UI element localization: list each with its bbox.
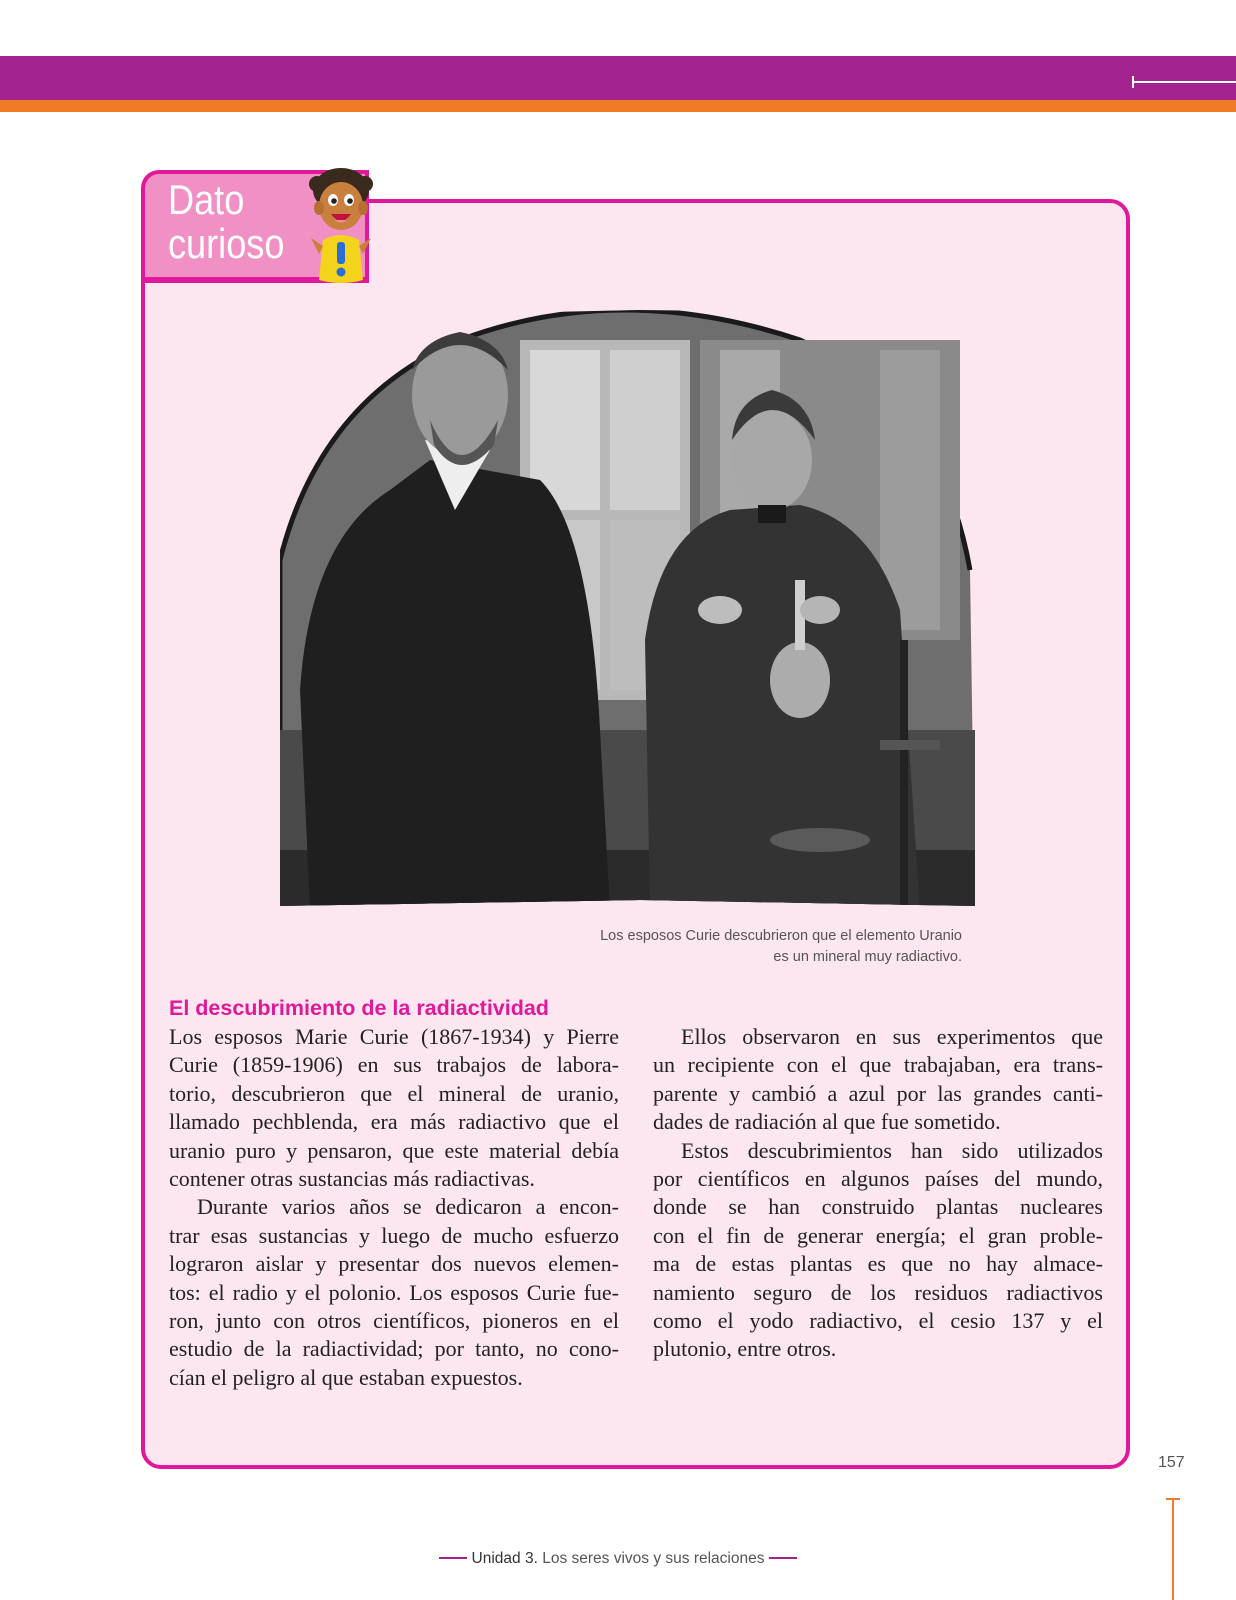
side-rule: [1172, 1498, 1174, 1600]
text-line: ron, junto con otros científicos, pioneros en el: [169, 1307, 619, 1333]
curie-couple-laboratory-photo: [280, 310, 1000, 910]
dato-curioso-title: [168, 178, 314, 266]
text-line: estudio de la radiactividad; por tanto, no cono-: [169, 1336, 619, 1362]
text-line: con el fin de generar energía; el gran proble-: [653, 1222, 1103, 1248]
text-line: uranio puro y pensaron, que este material debía: [169, 1137, 619, 1163]
text-line: dades de radiación al que fue sometido.: [653, 1109, 1001, 1135]
footer-unit: Unidad 3.: [471, 1550, 538, 1567]
article-column-left: [169, 1023, 619, 1392]
text-line: tos: el radio y el polonio. Los esposos Curie fue-: [169, 1279, 619, 1305]
tab-title-line2: curioso: [168, 220, 285, 267]
text-line: como el yodo radiactivo, el cesio 137 y el: [653, 1307, 1103, 1333]
header-band-orange: [0, 100, 1236, 112]
text-line: lograron aislar y presentar dos nuevos elemen-: [169, 1251, 619, 1277]
photo-caption: [480, 926, 962, 968]
caption-line1: Los esposos Curie descubrieron que el elemento Uranio: [600, 928, 962, 944]
text-line: donde se han construido plantas nucleares: [653, 1194, 1103, 1220]
text-line: plutonio, entre otros.: [653, 1336, 837, 1362]
tab-title-line1: Dato: [168, 176, 245, 223]
text-line: torio, descubrieron que el mineral de uranio,: [169, 1080, 619, 1106]
caption-line2: es un mineral muy radiactivo.: [773, 949, 962, 965]
text-line: Estos descubrimientos han sido utilizados: [681, 1137, 1103, 1163]
footer: [0, 1550, 1236, 1568]
text-line: Curie (1859-1906) en sus trabajos de labora-: [169, 1052, 619, 1078]
text-line: llamado pechblenda, era más radiactivo que el: [169, 1109, 619, 1135]
text-line: Los esposos Marie Curie (1867-1934) y Pierre: [169, 1024, 619, 1049]
text-line: Durante varios años se dedicaron a encon-: [197, 1194, 619, 1220]
text-line: por científicos en algunos países del mundo,: [653, 1165, 1103, 1191]
text-line: namiento seguro de los residuos radiactivos: [653, 1279, 1103, 1305]
footer-dash-right: [769, 1557, 797, 1559]
text-line: trar esas sustancias y luego de mucho esfuerzo: [169, 1222, 619, 1248]
article-heading: El descubrimiento de la radiactividad: [169, 996, 549, 1020]
footer-title: Los seres vivos y sus relaciones: [542, 1550, 765, 1567]
text-line: cían el peligro al que estaban expuestos.: [169, 1364, 523, 1390]
text-line: Ellos observaron en sus experimentos que: [681, 1024, 1103, 1049]
text-line: un recipiente con el que trabajaban, era trans-: [653, 1052, 1103, 1078]
header-band-purple: [0, 56, 1236, 100]
page-number: 157: [1158, 1454, 1185, 1471]
article-column-right: [653, 1023, 1103, 1364]
cartoon-kid-exclamation-icon: [305, 168, 385, 288]
text-line: parente y cambió a azul por las grandes canti-: [653, 1080, 1103, 1106]
header-rule: [1132, 81, 1236, 83]
footer-dash-left: [439, 1557, 467, 1559]
text-line: contener otras sustancias más radiactivas.: [169, 1165, 535, 1191]
text-line: ma de estas plantas es que no hay almace-: [653, 1251, 1103, 1277]
